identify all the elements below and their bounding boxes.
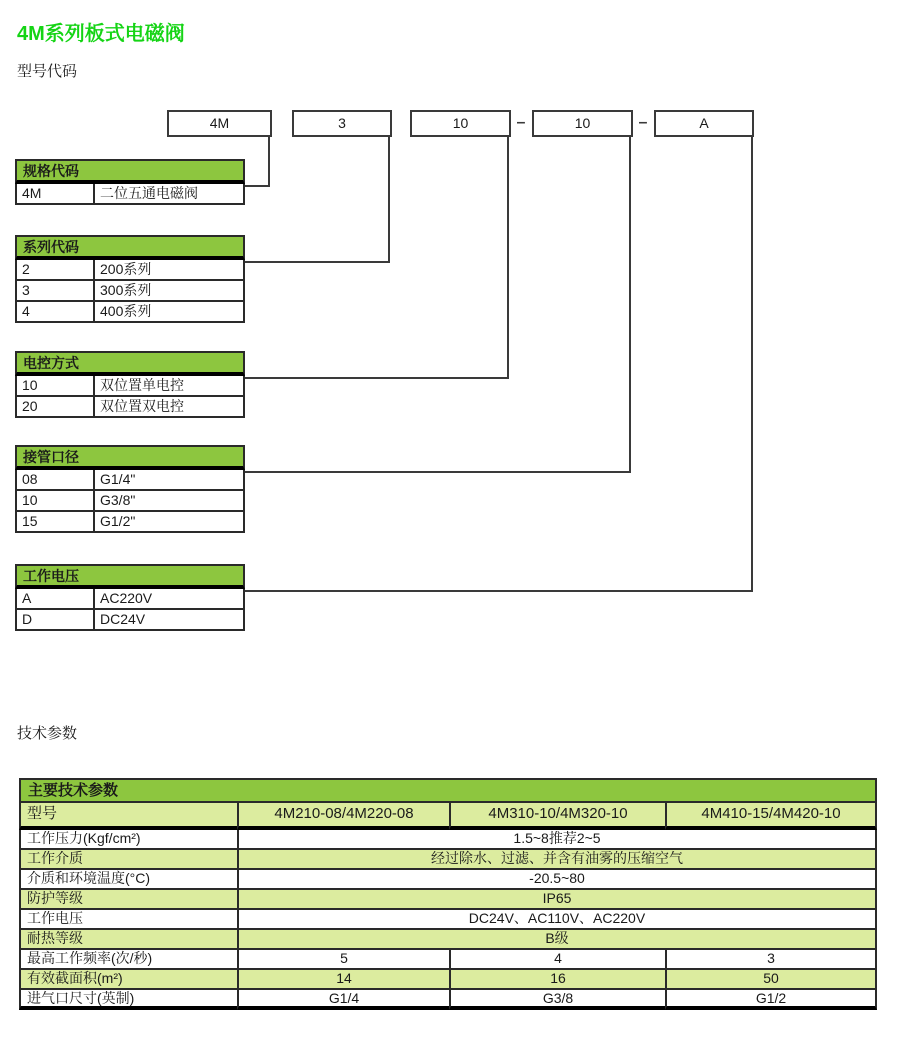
row-value: G1/2 (665, 990, 877, 1010)
table-row (15, 470, 245, 491)
code-cell: A (15, 589, 93, 610)
code-table-spec (15, 159, 245, 205)
desc-cell: 双位置单电控 (93, 376, 245, 397)
desc-cell: G1/2" (93, 512, 245, 533)
connector-line-series-h (245, 261, 390, 263)
row-label: 介质和环境温度(°C) (19, 870, 237, 890)
section-title-model-code: 型号代码 (17, 63, 78, 80)
code-cell: 08 (15, 470, 93, 491)
row-value: 4 (449, 950, 665, 970)
connector-line-voltage-h (245, 590, 753, 592)
table-row (15, 512, 245, 533)
table-row (15, 281, 245, 302)
code-table-voltage-header: 工作电压 (15, 564, 245, 589)
row-label: 进气口尺寸(英制) (19, 990, 237, 1010)
table-row (15, 302, 245, 323)
desc-cell: AC220V (93, 589, 245, 610)
code-cell: 3 (15, 281, 93, 302)
spec-row-temperature (19, 870, 877, 890)
row-label: 耐热等级 (19, 930, 237, 950)
table-row (15, 376, 245, 397)
model-code-box-control: 10 (410, 110, 511, 137)
row-value: 3 (665, 950, 877, 970)
row-label: 有效截面积(m²) (19, 970, 237, 990)
table-row (15, 491, 245, 512)
connector-line-voltage-v (751, 136, 753, 592)
desc-cell: 二位五通电磁阀 (93, 184, 245, 205)
code-table-series (15, 235, 245, 323)
desc-cell: 400系列 (93, 302, 245, 323)
spec-table-header-row (19, 803, 877, 830)
code-cell: 4 (15, 302, 93, 323)
table-row (15, 589, 245, 610)
model-code-box-series: 3 (292, 110, 392, 137)
table-row (15, 184, 245, 205)
desc-cell: G1/4" (93, 470, 245, 491)
spec-row-heat-class (19, 930, 877, 950)
spec-row-frequency (19, 950, 877, 970)
desc-cell: 300系列 (93, 281, 245, 302)
table-row (15, 610, 245, 631)
connector-line-spec-v (268, 136, 270, 187)
row-value: 50 (665, 970, 877, 990)
connector-line-series-v (388, 136, 390, 263)
row-value: 14 (237, 970, 449, 990)
row-value: 1.5~8推荐2~5 (237, 830, 877, 850)
column-header-model-300: 4M310-10/4M320-10 (449, 803, 665, 830)
section-title-tech-params: 技术参数 (17, 725, 78, 742)
row-value: DC24V、AC110V、AC220V (237, 910, 877, 930)
code-cell: 15 (15, 512, 93, 533)
desc-cell: 200系列 (93, 260, 245, 281)
row-label: 工作介质 (19, 850, 237, 870)
spec-row-protection (19, 890, 877, 910)
row-value: -20.5~80 (237, 870, 877, 890)
code-table-control-header: 电控方式 (15, 351, 245, 376)
spec-row-pressure (19, 830, 877, 850)
model-code-dash-1: – (516, 114, 526, 131)
connector-line-control-v (507, 136, 509, 379)
spec-row-voltage (19, 910, 877, 930)
connector-line-control-h (245, 377, 509, 379)
row-value: 经过除水、过滤、并含有油雾的压缩空气 (237, 850, 877, 870)
connector-line-port-h (245, 471, 631, 473)
row-value: 16 (449, 970, 665, 990)
desc-cell: DC24V (93, 610, 245, 631)
code-cell: 4M (15, 184, 93, 205)
code-table-spec-header: 规格代码 (15, 159, 245, 184)
row-value: G3/8 (449, 990, 665, 1010)
spec-row-inlet-size (19, 990, 877, 1010)
spec-table-title: 主要技术参数 (19, 778, 877, 803)
row-label: 最高工作频率(次/秒) (19, 950, 237, 970)
spec-table (19, 778, 877, 1010)
row-label: 工作压力(Kgf/cm²) (19, 830, 237, 850)
row-value: IP65 (237, 890, 877, 910)
column-header-model-200: 4M210-08/4M220-08 (237, 803, 449, 830)
model-code-dash-2: – (638, 114, 648, 131)
page-title: 4M系列板式电磁阀 (17, 23, 185, 45)
row-value: 5 (237, 950, 449, 970)
desc-cell: G3/8" (93, 491, 245, 512)
connector-line-port-v (629, 136, 631, 473)
code-table-voltage (15, 564, 245, 631)
row-value: B级 (237, 930, 877, 950)
code-cell: D (15, 610, 93, 631)
code-table-port-header: 接管口径 (15, 445, 245, 470)
row-label: 工作电压 (19, 910, 237, 930)
code-table-series-header: 系列代码 (15, 235, 245, 260)
model-code-box-port: 10 (532, 110, 633, 137)
code-cell: 10 (15, 491, 93, 512)
code-cell: 2 (15, 260, 93, 281)
code-table-control (15, 351, 245, 418)
table-row (15, 397, 245, 418)
row-label: 防护等级 (19, 890, 237, 910)
row-value: G1/4 (237, 990, 449, 1010)
table-row (15, 260, 245, 281)
model-code-box-spec: 4M (167, 110, 272, 137)
spec-row-medium (19, 850, 877, 870)
desc-cell: 双位置双电控 (93, 397, 245, 418)
code-cell: 20 (15, 397, 93, 418)
spec-row-section-area (19, 970, 877, 990)
column-header-model: 型号 (19, 803, 237, 830)
code-table-port (15, 445, 245, 533)
code-cell: 10 (15, 376, 93, 397)
column-header-model-400: 4M410-15/4M420-10 (665, 803, 877, 830)
connector-line-spec-h (245, 185, 270, 187)
model-code-box-voltage: A (654, 110, 754, 137)
